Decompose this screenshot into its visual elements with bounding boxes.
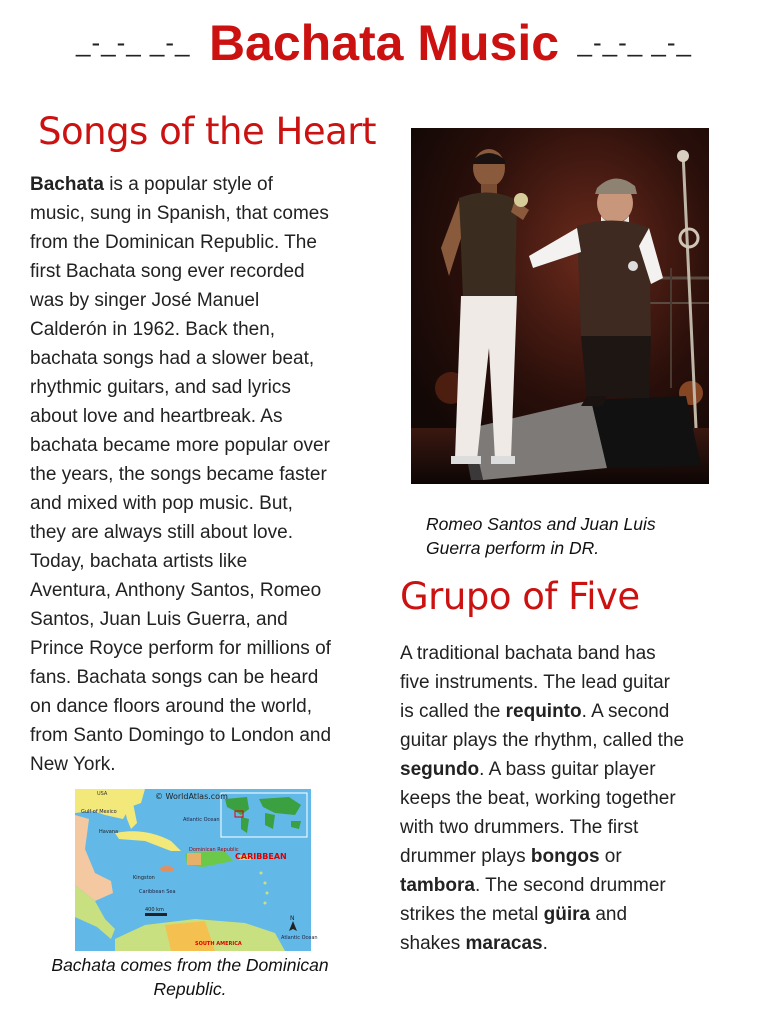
page-title: Bachata Music: [208, 15, 560, 71]
map-label-caribbean: CARIBBEAN: [235, 852, 287, 861]
text-segment: Today, bachata artists like: [30, 551, 248, 572]
map-label-kingston: Kingston: [133, 875, 155, 881]
concert-photo-illustration: [411, 128, 709, 484]
text-line: [30, 518, 390, 547]
text-line: [30, 199, 390, 228]
caption-line: Republic.: [153, 979, 227, 999]
text-segment: drummer plays: [400, 846, 531, 867]
text-line: [30, 634, 390, 663]
text-segment: guitar plays the rhythm, called the: [400, 730, 685, 751]
text-line: [400, 900, 740, 929]
text-segment: was by singer José Manuel: [30, 290, 260, 311]
map-label-south-america: SOUTH AMERICA: [195, 941, 242, 947]
text-segment: .: [542, 933, 548, 954]
text-line: [30, 547, 390, 576]
text-line: [30, 576, 390, 605]
bold-term: güira: [543, 904, 591, 925]
text-segment: and mixed with pop music. But,: [30, 493, 293, 514]
bold-term: Bachata: [30, 174, 104, 195]
text-segment: on dance floors around the world,: [30, 696, 313, 717]
text-line: [400, 813, 740, 842]
bold-term: bongos: [530, 846, 600, 867]
text-line: [30, 663, 390, 692]
text-segment: music, sung in Spanish, that comes: [30, 203, 329, 224]
caption-line: Romeo Santos and Juan Luis: [426, 514, 656, 534]
text-line: [30, 750, 390, 779]
text-line: [400, 871, 740, 900]
bold-term: maracas: [465, 933, 543, 954]
title-row: [0, 14, 768, 72]
text-segment: from the Dominican Republic. The: [30, 232, 317, 253]
text-segment: bachata songs had a slower beat,: [30, 348, 315, 369]
bold-term: tambora: [400, 875, 475, 896]
map-north-label: N: [290, 915, 295, 922]
text-segment: bachata became more popular over: [30, 435, 330, 456]
title-left-dashes: _-_-_ _-_: [75, 27, 191, 58]
text-segment: New York.: [30, 754, 116, 775]
text-segment: shakes: [400, 933, 466, 954]
map-label-dr: Dominican Republic: [189, 847, 239, 853]
map-label-havana: Havana: [99, 829, 119, 835]
text-segment: with two drummers. The first: [400, 817, 639, 838]
map-label-atlantic-2: Atlantic Ocean: [281, 935, 318, 941]
text-line: [400, 726, 740, 755]
text-segment: five instruments. The lead guitar: [400, 672, 671, 693]
map-caption: [10, 953, 370, 1001]
text-line: [30, 692, 390, 721]
text-segment: the years, the songs became faster: [30, 464, 327, 485]
text-line: [30, 460, 390, 489]
caribbean-map-illustration: [75, 789, 318, 951]
text-line: [400, 668, 740, 697]
text-segment: Santos, Juan Luis Guerra, and: [30, 609, 288, 630]
caption-line: Guerra perform in DR.: [426, 538, 600, 558]
text-line: [400, 784, 740, 813]
text-segment: fans. Bachata songs can be heard: [30, 667, 319, 688]
text-segment: strikes the metal: [400, 904, 544, 925]
section2-paragraph: [400, 639, 740, 958]
map-label-usa: USA: [97, 791, 108, 797]
section1-paragraph: [30, 170, 390, 779]
text-line: [30, 489, 390, 518]
text-line: [30, 286, 390, 315]
section2-heading: Grupo of Five: [400, 575, 640, 618]
text-segment: is a popular style of: [103, 174, 273, 195]
text-line: [400, 755, 740, 784]
text-segment: Prince Royce perform for millions of: [30, 638, 331, 659]
text-segment: . A bass guitar player: [479, 759, 656, 780]
text-segment: . The second drummer: [474, 875, 666, 896]
section1-heading: Songs of the Heart: [38, 110, 376, 153]
text-line: [30, 315, 390, 344]
map-credit: © WorldAtlas.com: [155, 792, 228, 801]
text-line: [30, 344, 390, 373]
text-line: [30, 373, 390, 402]
photo-caption: [426, 512, 726, 560]
text-segment: A traditional bachata band has: [400, 643, 656, 664]
text-segment: is called the: [400, 701, 506, 722]
map-scale-label: 400 km: [145, 907, 164, 913]
text-segment: they are always still about love.: [30, 522, 293, 543]
bold-term: requinto: [505, 701, 582, 722]
text-line: [30, 402, 390, 431]
text-line: [30, 170, 390, 199]
text-segment: from Santo Domingo to London and: [30, 725, 332, 746]
text-segment: first Bachata song ever recorded: [30, 261, 305, 282]
text-line: [30, 431, 390, 460]
text-line: [400, 929, 740, 958]
map-label-gulf: Gulf of Mexico: [81, 809, 117, 815]
text-line: [30, 257, 390, 286]
text-segment: about love and heartbreak. As: [30, 406, 283, 427]
text-segment: Calderón in 1962. Back then,: [30, 319, 276, 340]
text-line: [30, 228, 390, 257]
text-line: [400, 842, 740, 871]
title-right-dashes: _-_-_ _-_: [577, 27, 693, 58]
text-segment: . A second: [581, 701, 670, 722]
caribbean-map: [75, 789, 318, 951]
bold-term: segundo: [400, 759, 480, 780]
text-line: [30, 605, 390, 634]
text-line: [400, 639, 740, 668]
map-label-atlantic: Atlantic Ocean: [183, 817, 220, 823]
concert-photo: [411, 128, 709, 484]
text-segment: and: [590, 904, 628, 925]
map-label-caribbean-sea: Caribbean Sea: [139, 889, 176, 895]
text-segment: rhythmic guitars, and sad lyrics: [30, 377, 291, 398]
text-segment: keeps the beat, working together: [400, 788, 676, 809]
text-segment: or: [599, 846, 622, 867]
caption-line: Bachata comes from the Dominican: [51, 955, 329, 975]
text-line: [30, 721, 390, 750]
text-line: [400, 697, 740, 726]
text-segment: Aventura, Anthony Santos, Romeo: [30, 580, 322, 601]
